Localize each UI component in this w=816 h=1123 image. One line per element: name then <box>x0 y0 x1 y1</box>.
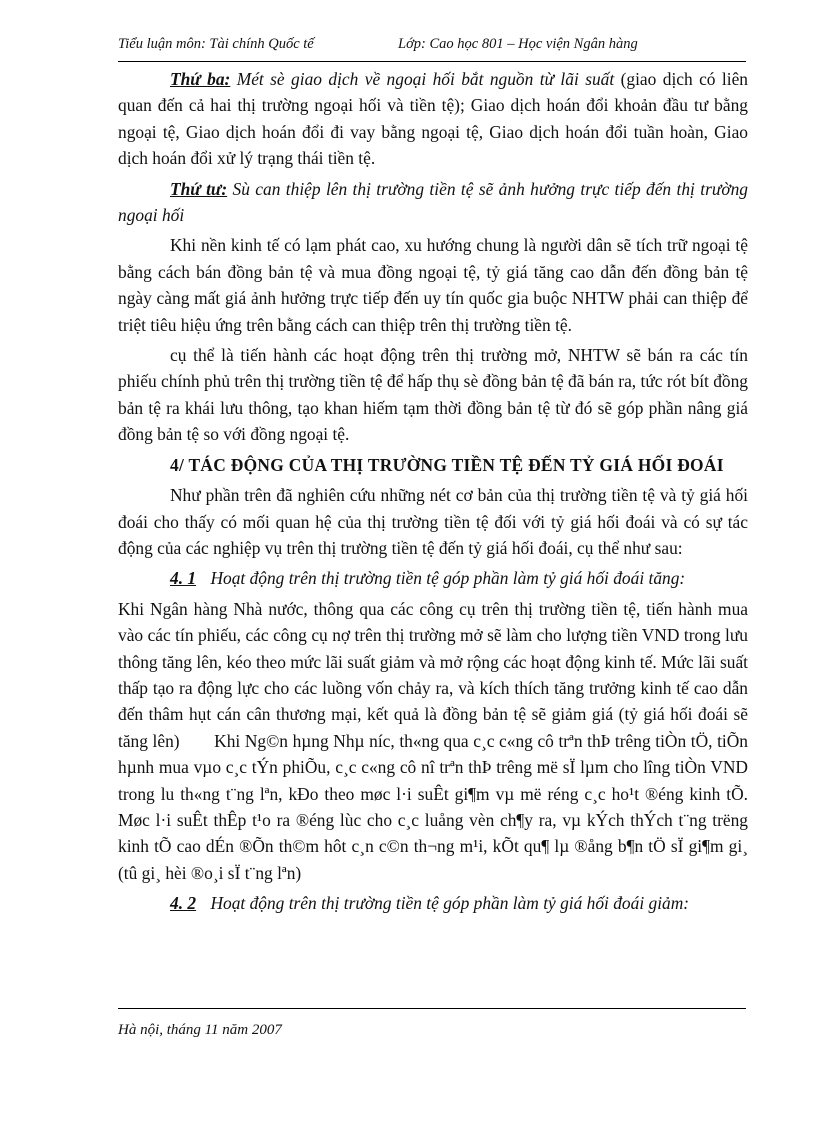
paragraph-thu-ba <box>118 66 748 172</box>
subheading-4-2-title: Hoạt động trên thị trường tiền tệ góp phần làm tỷ giá hối đoái giảm: <box>210 893 690 914</box>
header-course: Tiểu luận môn: Tài chính Quốc tế <box>118 36 314 52</box>
title-thu-tu: Sù can thiệp lên thị trường tiền tệ sẽ ảnh hưởng trực tiếp đến thị trường ngoại hối <box>118 178 748 226</box>
header-rule <box>118 61 746 62</box>
paragraph-open-market: cụ thể là tiến hành các hoạt động trên thị trường mở, NHTW sẽ bán ra các tín phiếu chính phủ trên thị trường tiền tệ để hấp thụ sè đồng bản tệ đã bán ra, tức rót bít đồng bản tệ ra khái lưu thông, tạo khan hiếm tạm thời đồng bản tệ từ đó sẽ góp phần nâng giá đồng bản tệ so với đồng ngoại tệ. <box>118 345 748 445</box>
paragraph-thu-tu <box>118 176 748 229</box>
section-heading: 4/ TÁC ĐỘNG CỦA THỊ TRƯỜNG TIỀN TỆ ĐẾN TỶ GIÁ HỐI ĐOÁI <box>170 454 724 475</box>
paragraph-4-1-garbled: Khi Ng©n hµng Nhµ níc, th«ng qua c¸c c«ng cô trªn thÞ trêng tiÒn tÖ, tiÕn hµnh mua vµo c¸c tÝn phiÕu, c¸c c«ng cô nî trªn thÞ trêng më sÏ lµm cho lîng tiÒn VND trong lu th«ng t¨ng lªn, kÐo theo møc l·i suÊt gi¶m vµ më réng c¸c ho¹t ®éng kinh tÕ. Møc l·i suÊt thÊp t¹o ra ®éng lùc cho c¸c luång vèn ch¶y ra, vµ kÝch thÝch t¨ng trëng kinh tÕ cao dÉn ®Õn th©m hôt c¸n c©n th¬ng m¹i, kÕt qu¶ lµ ®ång b¶n tÖ sÏ gi¶m gi¸ (tû gi¸ hèi ®o¸i sÏ t¨ng lªn) <box>118 730 748 883</box>
page-header <box>118 36 746 60</box>
subheading-4-1 <box>118 565 748 591</box>
subheading-4-1-number: 4. 1 <box>170 568 197 589</box>
paragraph-inflation: Khi nền kinh tế có lạm phát cao, xu hướng chung là người dân sẽ tích trữ ngoại tệ bằng cách bán đồng bản tệ và mua đồng ngoại tệ, tỷ giá tăng cao dẫn đến đồng bản tệ ngày càng mất giá ảnh hưởng trực tiếp đến uy tín quốc gia buộc NHTW phải can thiệp để triệt tiêu hiệu ứng trên bằng cách can thiệp trên thị trường tiền tệ. <box>118 235 748 335</box>
paragraph-4-1-text: Khi Ngân hàng Nhà nước, thông qua các công cụ trên thị trường tiền tệ, tiến hành mua vào các tín phiếu, các công cụ nợ trên thị trường mở sẽ làm cho lượng tiền VND trong lưu thông tăng lên, kéo theo mức lãi suất giảm và mở rộng các hoạt động kinh tế. Mức lãi suất thấp tạo ra động lực cho các luồng vốn chảy ra, và kích thích tăng trưởng kinh tế cao dẫn đến thâm hụt cán cân thương mại, kết quả là đồng bản tệ sẽ giảm giá (tỷ giá hối đoái sẽ tăng lên) <box>118 598 748 751</box>
title-thu-ba: Mét sè giao dịch về ngoại hối bắt nguồn từ lãi suất <box>236 69 615 89</box>
document-body <box>118 66 748 917</box>
subheading-4-1-title: Hoạt động trên thị trường tiền tệ góp phần làm tỷ giá hối đoái tăng: <box>210 568 686 589</box>
subheading-4-2-number: 4. 2 <box>170 893 197 914</box>
page-footer: Hà nội, tháng 11 năm 2007 <box>118 1022 282 1038</box>
subheading-4-2 <box>118 890 748 916</box>
label-thu-tu: Thứ tư: <box>170 178 228 199</box>
footer-rule <box>118 1008 746 1009</box>
header-class: Lớp: Cao học 801 – Học viện Ngân hàng <box>398 36 638 52</box>
body-thu-ba: (giao dịch có liên quan đến cả hai thị trường ngoại hối và tiền tệ); Giao dịch hoán đổi khoản đầu tư bằng ngoại tệ, Giao dịch hoán đổi đi vay bằng ngoại tệ, Giao dịch hoán đổi tuần hoàn, Giao dịch hoán đổi xử lý trạng thái tiền tệ. <box>118 69 748 169</box>
paragraph-intro: Như phần trên đã nghiên cứu những nét cơ bản của thị trường tiền tệ và tỷ giá hối đoái cho thấy có mối quan hệ của thị trường tiền tệ đối với tỷ giá hối đoái và có sự tác động của các nghiệp vụ trên thị trường tiền tệ đến tỷ giá hối đoái, cụ thể như sau: <box>118 485 748 558</box>
paragraph-4-1 <box>118 596 748 886</box>
label-thu-ba: Thứ ba: <box>170 69 231 89</box>
